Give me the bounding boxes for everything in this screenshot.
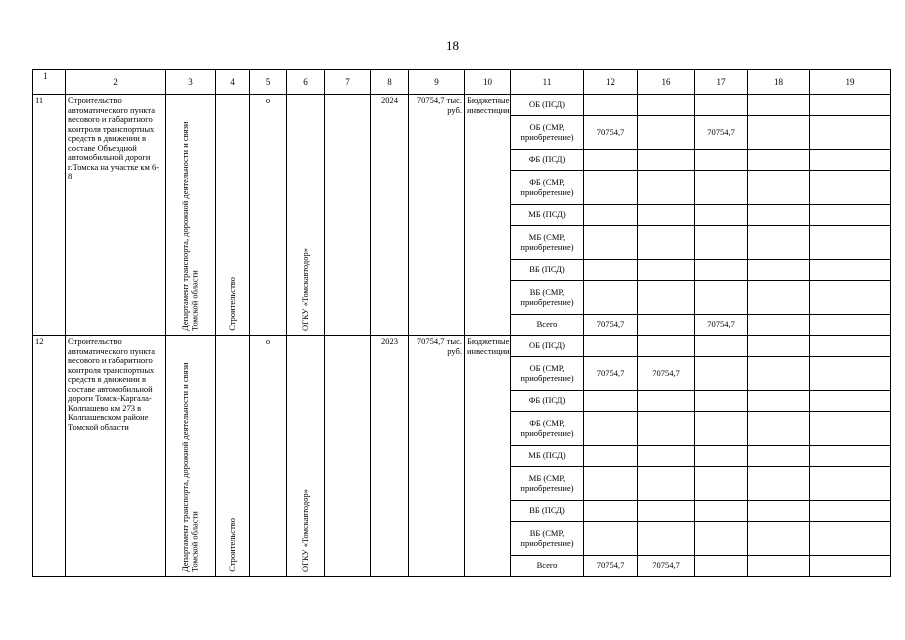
value-col16 (638, 391, 695, 412)
object-row (33, 95, 891, 116)
funding-source: МБ (ПСД) (511, 446, 584, 467)
value-col17 (695, 412, 748, 446)
funding-source: ВБ (СМР, приобретение) (511, 281, 584, 315)
work-type (216, 95, 250, 336)
header-row (33, 70, 891, 95)
value-col19 (810, 315, 891, 336)
value-col19 (810, 116, 891, 150)
value-col12 (584, 501, 638, 522)
value-col19 (810, 95, 891, 116)
value-col12 (584, 205, 638, 226)
funding-source: Всего (511, 556, 584, 577)
funding-source: ВБ (ПСД) (511, 501, 584, 522)
value-col18 (748, 446, 810, 467)
value-col17 (695, 205, 748, 226)
header-cell: 8 (371, 70, 409, 95)
cost: 70754,7 тыс. руб. (409, 336, 465, 577)
department (166, 95, 216, 336)
value-col18 (748, 391, 810, 412)
value-col17: 70754,7 (695, 116, 748, 150)
value-col17 (695, 336, 748, 357)
value-col12: 70754,7 (584, 357, 638, 391)
value-col18 (748, 412, 810, 446)
funding-source: ФБ (ПСД) (511, 391, 584, 412)
col5-mark: о (250, 95, 287, 336)
value-col12 (584, 95, 638, 116)
value-col18 (748, 171, 810, 205)
value-col16 (638, 446, 695, 467)
value-col17 (695, 357, 748, 391)
customer-text: ОГКУ «Томскавтодор» (299, 489, 310, 572)
header-cell: 6 (287, 70, 325, 95)
funding-source: ОБ (ПСД) (511, 95, 584, 116)
value-col18 (748, 336, 810, 357)
value-col18 (748, 281, 810, 315)
value-col12 (584, 467, 638, 501)
investment-table (32, 69, 891, 577)
department (166, 336, 216, 577)
row-number: 12 (33, 336, 66, 577)
funding-source: ВБ (ПСД) (511, 260, 584, 281)
value-col19 (810, 391, 891, 412)
funding-source: ФБ (СМР, приобретение) (511, 412, 584, 446)
value-col12: 70754,7 (584, 315, 638, 336)
value-col17 (695, 95, 748, 116)
header-cell: 12 (584, 70, 638, 95)
col5-mark: о (250, 336, 287, 577)
header-cell: 16 (638, 70, 695, 95)
cost: 70754,7 тыс. руб. (409, 95, 465, 336)
header-cell: 9 (409, 70, 465, 95)
budget-type: Бюджетные инвестиции (465, 95, 511, 336)
value-col17 (695, 150, 748, 171)
value-col18 (748, 116, 810, 150)
value-col19 (810, 171, 891, 205)
value-col19 (810, 467, 891, 501)
value-col17 (695, 391, 748, 412)
value-col16 (638, 412, 695, 446)
value-col18 (748, 357, 810, 391)
row-number: 11 (33, 95, 66, 336)
value-col19 (810, 522, 891, 556)
value-col12: 70754,7 (584, 116, 638, 150)
value-col16 (638, 205, 695, 226)
funding-source: ВБ (СМР, приобретение) (511, 522, 584, 556)
value-col16 (638, 116, 695, 150)
value-col16 (638, 226, 695, 260)
value-col12: 70754,7 (584, 556, 638, 577)
value-col16 (638, 95, 695, 116)
value-col12 (584, 171, 638, 205)
value-col18 (748, 260, 810, 281)
value-col12 (584, 391, 638, 412)
customer-text: ОГКУ «Томскавтодор» (299, 248, 310, 331)
value-col17 (695, 281, 748, 315)
value-col19 (810, 446, 891, 467)
work-type-text: Строительство (226, 518, 237, 572)
value-col12 (584, 336, 638, 357)
object-name: Строительство автоматического пункта весового и габаритного контроля транспортных средств в движении в составе Объездной автомобильной дороги г.Томска на участке км 6-8 (66, 95, 166, 336)
value-col12 (584, 522, 638, 556)
header-cell: 19 (810, 70, 891, 95)
value-col16: 70754,7 (638, 357, 695, 391)
value-col18 (748, 315, 810, 336)
value-col19 (810, 336, 891, 357)
work-type (216, 336, 250, 577)
value-col19 (810, 412, 891, 446)
header-cell: 4 (216, 70, 250, 95)
header-cell: 3 (166, 70, 216, 95)
value-col17 (695, 260, 748, 281)
value-col18 (748, 205, 810, 226)
funding-source: МБ (СМР, приобретение) (511, 467, 584, 501)
page-number: 18 (446, 38, 459, 53)
value-col18 (748, 150, 810, 171)
value-col18 (748, 226, 810, 260)
value-col12 (584, 446, 638, 467)
value-col16: 70754,7 (638, 556, 695, 577)
value-col18 (748, 501, 810, 522)
value-col19 (810, 357, 891, 391)
header-cell: 11 (511, 70, 584, 95)
value-col12 (584, 260, 638, 281)
value-col16 (638, 501, 695, 522)
value-col12 (584, 412, 638, 446)
value-col12 (584, 150, 638, 171)
funding-source: МБ (СМР, приобретение) (511, 226, 584, 260)
header-cell: 2 (66, 70, 166, 95)
value-col16 (638, 467, 695, 501)
value-col16 (638, 522, 695, 556)
value-col18 (748, 522, 810, 556)
department-text: Департамент транспорта, дорожной деятельности и связи Томской области (179, 362, 200, 572)
funding-source: ОБ (ПСД) (511, 336, 584, 357)
object-row (33, 336, 891, 357)
funding-source: ОБ (СМР, приобретение) (511, 116, 584, 150)
funding-source: Всего (511, 315, 584, 336)
value-col18 (748, 556, 810, 577)
value-col19 (810, 260, 891, 281)
header-cell: 7 (325, 70, 371, 95)
department-text: Департамент транспорта, дорожной деятельности и связи Томской области (179, 121, 200, 331)
value-col18 (748, 95, 810, 116)
value-col17 (695, 501, 748, 522)
value-col17 (695, 446, 748, 467)
col7-empty (325, 95, 371, 336)
header-cell: 1 (33, 70, 66, 95)
value-col12 (584, 226, 638, 260)
funding-source: ОБ (СМР, приобретение) (511, 357, 584, 391)
value-col16 (638, 260, 695, 281)
header-cell: 18 (748, 70, 810, 95)
value-col17 (695, 467, 748, 501)
customer (287, 95, 325, 336)
value-col19 (810, 150, 891, 171)
value-col17 (695, 556, 748, 577)
col7-empty (325, 336, 371, 577)
funding-source: МБ (ПСД) (511, 205, 584, 226)
table-body (33, 95, 891, 577)
value-col19 (810, 556, 891, 577)
value-col19 (810, 501, 891, 522)
object-name: Строительство автоматического пункта весового и габаритного контроля транспортных средств в движении в составе автомобильной дороги Томск-Каргала-Колпашево км 273 в Колпашевском районе Томской области (66, 336, 166, 577)
value-col16 (638, 150, 695, 171)
value-col19 (810, 281, 891, 315)
header-cell: 5 (250, 70, 287, 95)
value-col17 (695, 226, 748, 260)
header-cell: 10 (465, 70, 511, 95)
value-col16 (638, 336, 695, 357)
customer (287, 336, 325, 577)
value-col17 (695, 522, 748, 556)
value-col17: 70754,7 (695, 315, 748, 336)
funding-source: ФБ (ПСД) (511, 150, 584, 171)
value-col16 (638, 171, 695, 205)
work-type-text: Строительство (226, 277, 237, 331)
header-cell: 17 (695, 70, 748, 95)
value-col12 (584, 281, 638, 315)
value-col16 (638, 315, 695, 336)
value-col16 (638, 281, 695, 315)
value-col17 (695, 171, 748, 205)
value-col18 (748, 467, 810, 501)
year: 2023 (371, 336, 409, 577)
year: 2024 (371, 95, 409, 336)
budget-type: Бюджетные инвестиции (465, 336, 511, 577)
funding-source: ФБ (СМР, приобретение) (511, 171, 584, 205)
value-col19 (810, 205, 891, 226)
value-col19 (810, 226, 891, 260)
